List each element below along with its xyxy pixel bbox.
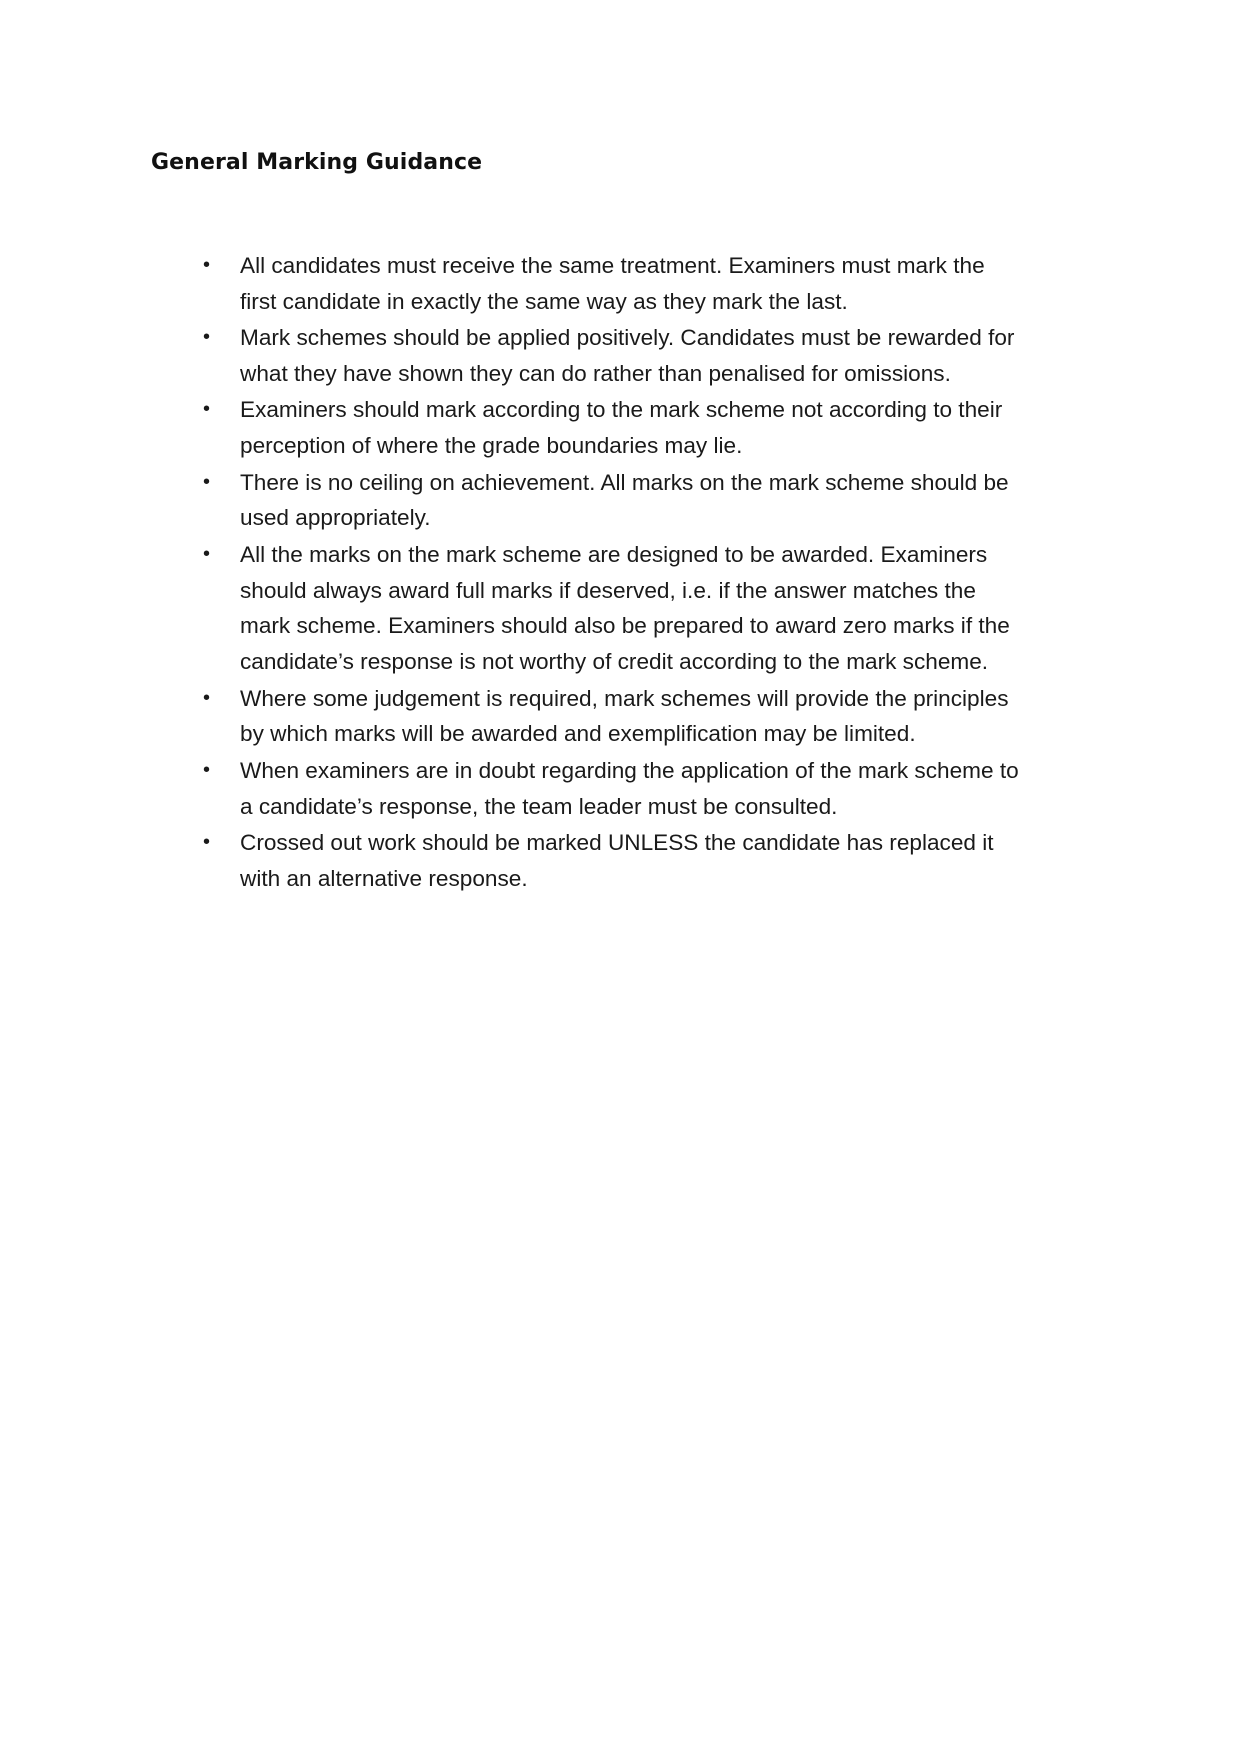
- list-item-text: When examiners are in doubt regarding the application of the mark scheme to a candidate’s response, the team leader must be consulted.: [240, 757, 1019, 819]
- list-item: [203, 681, 1020, 753]
- list-item: [203, 537, 1020, 680]
- list-item-text: Crossed out work should be marked UNLESS the candidate has replaced it with an alternative response.: [240, 829, 994, 891]
- bullet-icon: •: [203, 686, 211, 709]
- list-item-text: All candidates must receive the same treatment. Examiners must mark the first candidate in exactly the same way as they mark the last.: [240, 253, 985, 314]
- bullet-icon: •: [203, 398, 211, 421]
- list-item-text: Mark schemes should be applied positively. Candidates must be rewarded for what they have shown they can do rather than penalised for omissions.: [240, 325, 1015, 386]
- guidance-list: [203, 248, 1020, 897]
- list-item-text: All the marks on the mark scheme are designed to be awarded. Examiners should always award full marks if deserved, i.e. if the answer matches the mark scheme. Examiners should also be prepared to award zero marks if the candidate’s response is not worthy of credit according to the mark scheme.: [240, 541, 1010, 675]
- list-item: [203, 392, 1020, 464]
- list-item: [203, 248, 1020, 320]
- bullet-icon: •: [203, 830, 211, 853]
- list-item: [203, 320, 1020, 392]
- bullet-icon: •: [203, 254, 211, 276]
- bullet-icon: •: [203, 470, 211, 493]
- bullet-icon: •: [203, 542, 211, 565]
- bullet-icon: •: [203, 758, 211, 781]
- list-item-text: There is no ceiling on achievement. All marks on the mark scheme should be used appropriately.: [240, 469, 1009, 531]
- bullet-icon: •: [203, 326, 211, 349]
- list-item-text: Examiners should mark according to the mark scheme not according to their perception of where the grade boundaries may lie.: [240, 397, 1003, 459]
- list-item: [203, 753, 1020, 825]
- page-heading: General Marking Guidance: [151, 150, 483, 175]
- list-item: [203, 465, 1020, 537]
- list-item: [203, 825, 1020, 897]
- list-item-text: Where some judgement is required, mark schemes will provide the principles by which marks will be awarded and exemplification may be limited.: [240, 685, 1009, 747]
